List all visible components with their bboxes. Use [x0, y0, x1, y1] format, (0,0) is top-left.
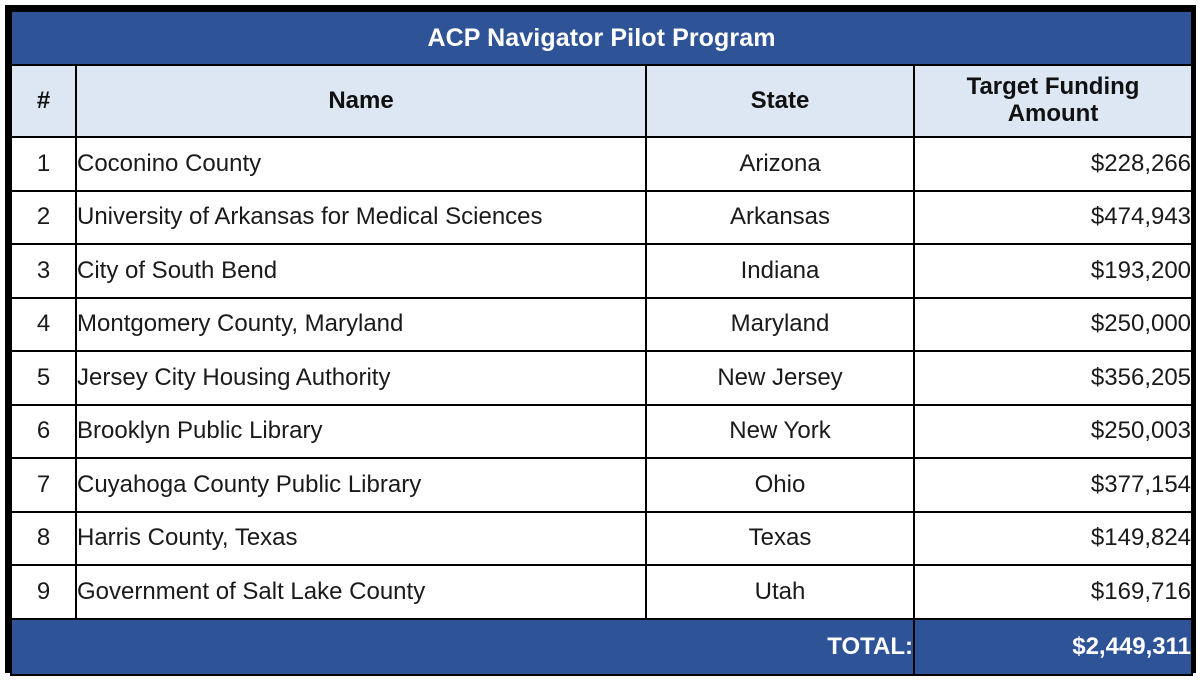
- row-amount: $169,716: [914, 565, 1192, 619]
- table-title-row: [11, 11, 1192, 65]
- column-header-name[interactable]: Name: [76, 65, 646, 137]
- row-state: Ohio: [646, 458, 914, 512]
- column-header-amount[interactable]: [914, 65, 1192, 137]
- table-row: [11, 565, 1192, 619]
- table-total-row: [11, 619, 1192, 675]
- acp-funding-table: [10, 10, 1193, 676]
- row-name: Brooklyn Public Library: [76, 405, 646, 459]
- row-name: University of Arkansas for Medical Sciences: [76, 191, 646, 245]
- row-number: 3: [11, 244, 76, 298]
- column-header-state[interactable]: State: [646, 65, 914, 137]
- table-row: [11, 351, 1192, 405]
- table-row: [11, 244, 1192, 298]
- row-amount: $250,000: [914, 298, 1192, 352]
- table-title: ACP Navigator Pilot Program: [11, 11, 1192, 65]
- row-state: New Jersey: [646, 351, 914, 405]
- table-row: [11, 137, 1192, 191]
- row-number: 5: [11, 351, 76, 405]
- table-row: [11, 512, 1192, 566]
- row-number: 6: [11, 405, 76, 459]
- row-name: Coconino County: [76, 137, 646, 191]
- table-header-row: [11, 65, 1192, 137]
- row-number: 8: [11, 512, 76, 566]
- row-amount: $250,003: [914, 405, 1192, 459]
- row-name: Government of Salt Lake County: [76, 565, 646, 619]
- row-amount: $356,205: [914, 351, 1192, 405]
- row-state: Texas: [646, 512, 914, 566]
- row-number: 2: [11, 191, 76, 245]
- table-row: [11, 458, 1192, 512]
- row-number: 4: [11, 298, 76, 352]
- column-header-amount-line2: Amount: [1007, 100, 1099, 127]
- total-label: TOTAL:: [11, 619, 914, 675]
- row-number: 1: [11, 137, 76, 191]
- row-state: Utah: [646, 565, 914, 619]
- column-header-amount-line1: Target Funding: [966, 73, 1140, 101]
- table-row: [11, 191, 1192, 245]
- row-state: New York: [646, 405, 914, 459]
- row-amount: $193,200: [914, 244, 1192, 298]
- row-state: Maryland: [646, 298, 914, 352]
- total-amount: $2,449,311: [914, 619, 1192, 675]
- row-name: Harris County, Texas: [76, 512, 646, 566]
- row-name: Jersey City Housing Authority: [76, 351, 646, 405]
- row-state: Arizona: [646, 137, 914, 191]
- row-state: Arkansas: [646, 191, 914, 245]
- row-number: 7: [11, 458, 76, 512]
- row-name: City of South Bend: [76, 244, 646, 298]
- row-amount: $474,943: [914, 191, 1192, 245]
- row-name: Cuyahoga County Public Library: [76, 458, 646, 512]
- acp-funding-table-container: [5, 5, 1196, 673]
- row-amount: $377,154: [914, 458, 1192, 512]
- table-row: [11, 405, 1192, 459]
- row-number: 9: [11, 565, 76, 619]
- row-state: Indiana: [646, 244, 914, 298]
- table-row: [11, 298, 1192, 352]
- row-name: Montgomery County, Maryland: [76, 298, 646, 352]
- row-amount: $228,266: [914, 137, 1192, 191]
- column-header-number[interactable]: #: [11, 65, 76, 137]
- row-amount: $149,824: [914, 512, 1192, 566]
